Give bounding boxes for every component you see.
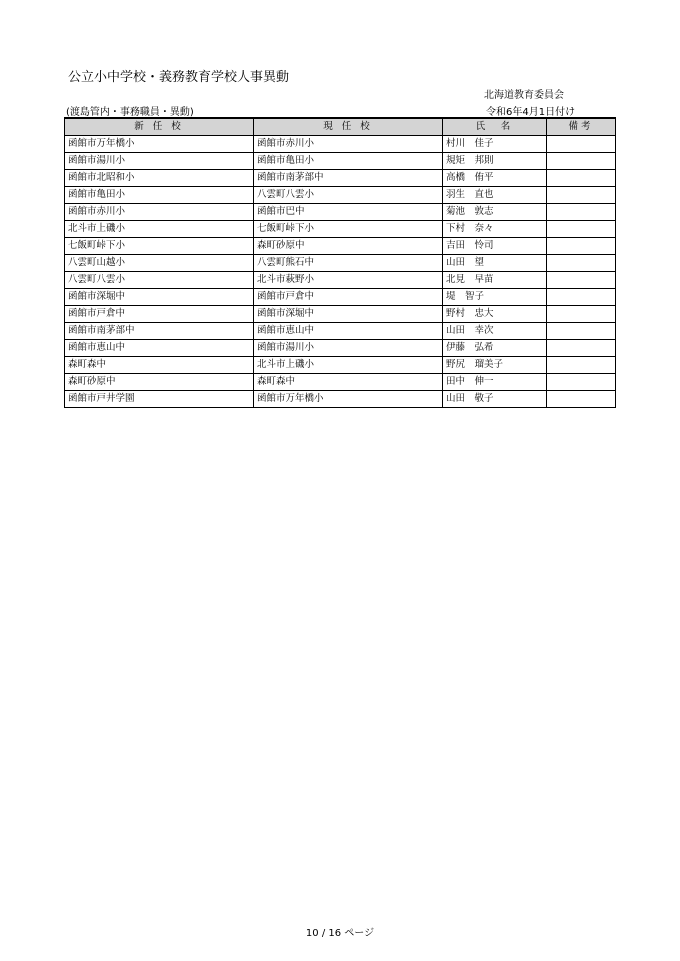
cell-current-school: 七飯町峠下小 (254, 221, 443, 238)
cell-current-school: 函館市亀田小 (254, 153, 443, 170)
cell-note (547, 136, 616, 153)
cell-name: 高橋 侑平 (443, 170, 547, 187)
cell-new-school: 函館市亀田小 (65, 187, 254, 204)
cell-name: 吉田 怜司 (443, 238, 547, 255)
cell-current-school: 森町森中 (254, 374, 443, 391)
cell-name: 羽生 直也 (443, 187, 547, 204)
cell-note (547, 357, 616, 374)
cell-note (547, 374, 616, 391)
cell-current-school: 北斗市萩野小 (254, 272, 443, 289)
cell-new-school: 函館市北昭和小 (65, 170, 254, 187)
cell-current-school: 八雲町熊石中 (254, 255, 443, 272)
effective-date: 令和6年4月1日付け (486, 107, 576, 118)
cell-current-school: 函館市南茅部中 (254, 170, 443, 187)
document-subtitle: (渡島管内・事務職員・異動) (66, 107, 194, 118)
cell-name: 山田 敬子 (443, 391, 547, 408)
table-row (65, 153, 616, 170)
cell-new-school: 函館市戸倉中 (65, 306, 254, 323)
table-row (65, 323, 616, 340)
table-row (65, 170, 616, 187)
cell-current-school: 函館市赤川小 (254, 136, 443, 153)
table-row (65, 306, 616, 323)
cell-note (547, 289, 616, 306)
cell-note (547, 391, 616, 408)
cell-new-school: 北斗市上磯小 (65, 221, 254, 238)
table-header-row (65, 118, 616, 136)
table-body (65, 136, 616, 408)
table-row (65, 136, 616, 153)
cell-note (547, 323, 616, 340)
cell-note (547, 204, 616, 221)
cell-current-school: 北斗市上磯小 (254, 357, 443, 374)
table-row (65, 391, 616, 408)
cell-current-school: 函館市恵山中 (254, 323, 443, 340)
cell-name: 村川 佳子 (443, 136, 547, 153)
table-row (65, 357, 616, 374)
cell-new-school: 函館市戸井学園 (65, 391, 254, 408)
cell-name: 規矩 邦則 (443, 153, 547, 170)
cell-current-school: 函館市巴中 (254, 204, 443, 221)
cell-current-school: 函館市深堀中 (254, 306, 443, 323)
cell-new-school: 七飯町峠下小 (65, 238, 254, 255)
cell-new-school: 八雲町八雲小 (65, 272, 254, 289)
cell-note (547, 340, 616, 357)
cell-name: 菊池 敦志 (443, 204, 547, 221)
table-row (65, 340, 616, 357)
cell-new-school: 森町砂原中 (65, 374, 254, 391)
cell-new-school: 函館市深堀中 (65, 289, 254, 306)
table-row (65, 374, 616, 391)
table-row (65, 238, 616, 255)
cell-note (547, 187, 616, 204)
cell-name: 北見 早苗 (443, 272, 547, 289)
cell-name: 堤 智子 (443, 289, 547, 306)
table-row (65, 187, 616, 204)
table-row (65, 289, 616, 306)
cell-new-school: 函館市湯川小 (65, 153, 254, 170)
personnel-table (64, 117, 616, 408)
cell-name: 山田 幸次 (443, 323, 547, 340)
table-row (65, 204, 616, 221)
cell-new-school: 函館市恵山中 (65, 340, 254, 357)
cell-current-school: 八雲町八雲小 (254, 187, 443, 204)
cell-new-school: 八雲町山越小 (65, 255, 254, 272)
table-row (65, 272, 616, 289)
cell-note (547, 255, 616, 272)
cell-current-school: 函館市万年橋小 (254, 391, 443, 408)
cell-new-school: 函館市南茅部中 (65, 323, 254, 340)
cell-name: 野村 忠大 (443, 306, 547, 323)
document-title: 公立小中学校・義務教育学校人事異動 (68, 70, 290, 85)
cell-new-school: 森町森中 (65, 357, 254, 374)
issuing-organization: 北海道教育委員会 (484, 90, 564, 101)
cell-note (547, 238, 616, 255)
cell-note (547, 153, 616, 170)
table-row (65, 255, 616, 272)
cell-name: 山田 望 (443, 255, 547, 272)
cell-name: 野尻 瑠美子 (443, 357, 547, 374)
column-header-new-school: 新 任 校 (65, 118, 254, 136)
cell-note (547, 170, 616, 187)
cell-new-school: 函館市万年橋小 (65, 136, 254, 153)
cell-note (547, 221, 616, 238)
cell-current-school: 森町砂原中 (254, 238, 443, 255)
column-header-name: 氏 名 (443, 118, 547, 136)
cell-name: 田中 伸一 (443, 374, 547, 391)
cell-note (547, 272, 616, 289)
cell-new-school: 函館市赤川小 (65, 204, 254, 221)
column-header-current-school: 現 任 校 (254, 118, 443, 136)
cell-current-school: 函館市湯川小 (254, 340, 443, 357)
cell-note (547, 306, 616, 323)
cell-current-school: 函館市戸倉中 (254, 289, 443, 306)
cell-name: 伊藤 弘希 (443, 340, 547, 357)
column-header-note: 備考 (547, 118, 616, 136)
table-row (65, 221, 616, 238)
cell-name: 下村 奈々 (443, 221, 547, 238)
page-number: 10 / 16 ページ (305, 928, 375, 939)
